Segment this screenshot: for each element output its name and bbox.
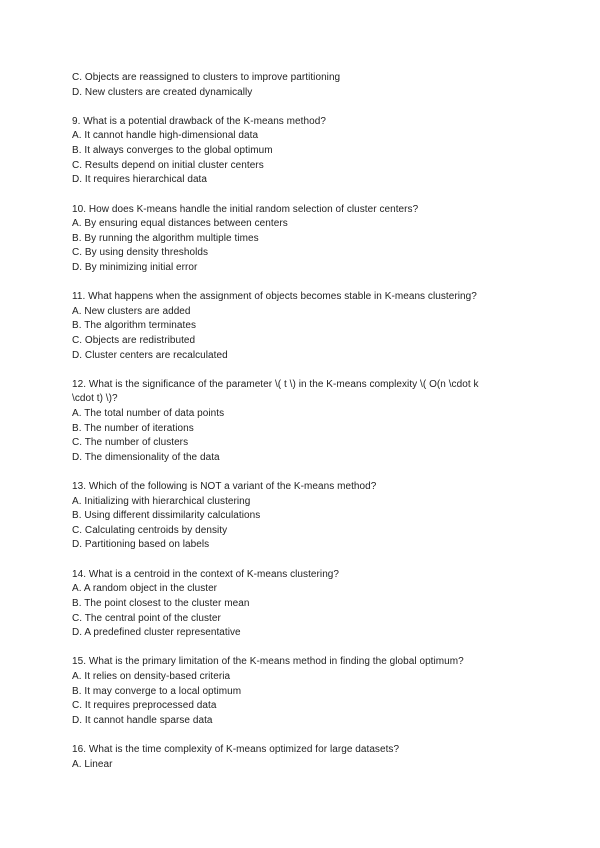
option-a: A. It relies on density-based criteria <box>72 671 231 682</box>
lead-options <box>72 71 542 100</box>
option-c: C. The central point of the cluster <box>72 612 221 624</box>
option-c: C. By using density thresholds <box>72 247 209 259</box>
option-b: B. The point closest to the cluster mean <box>72 597 250 609</box>
question-13 <box>72 480 542 553</box>
option-d: D. New clusters are created dynamically <box>72 86 253 98</box>
option-b: B. It always converges to the global optimum <box>72 145 273 157</box>
option-a: A. A random object in the cluster <box>72 583 218 595</box>
option-c: C. Objects are reassigned to clusters to improve partitioning <box>72 72 341 83</box>
option-a: A. Initializing with hierarchical clustering <box>72 495 251 507</box>
option-b: B. The algorithm terminates <box>72 320 196 332</box>
option-c: C. Objects are redistributed <box>72 334 196 346</box>
question-15 <box>72 655 542 728</box>
option-c: C. Results depend on initial cluster centers <box>72 159 264 171</box>
question-11 <box>72 290 542 363</box>
option-d: D. The dimensionality of the data <box>72 451 220 463</box>
question-14 <box>72 568 542 641</box>
question-text: 9. What is a potential drawback of the K-means method? <box>72 115 326 127</box>
option-a: A. New clusters are added <box>72 305 191 317</box>
option-c: C. Calculating centroids by density <box>72 524 228 536</box>
question-text-line-1: 12. What is the significance of the parameter \( t \) in the K-means complexity \( O(n \cdot k <box>72 378 479 390</box>
option-b: B. The number of iterations <box>72 422 194 434</box>
option-b: B. It may converge to a local optimum <box>72 685 242 697</box>
document-page <box>72 71 542 787</box>
question-text-line-2: \cdot t) \)? <box>72 393 118 405</box>
question-text: 14. What is a centroid in the context of K-means clustering? <box>72 568 340 580</box>
option-a: A. Linear <box>72 758 113 770</box>
option-b: B. Using different dissimilarity calculations <box>72 510 261 522</box>
question-9 <box>72 115 542 188</box>
question-text: 15. What is the primary limitation of the K-means method in finding the global optimum? <box>72 656 464 668</box>
option-b: B. By running the algorithm multiple times <box>72 232 259 244</box>
question-16 <box>72 743 542 772</box>
option-d: D. It requires hierarchical data <box>72 174 207 186</box>
option-a: A. By ensuring equal distances between centers <box>72 218 288 230</box>
question-10 <box>72 203 542 276</box>
option-a: A. The total number of data points <box>72 408 225 420</box>
option-c: C. The number of clusters <box>72 437 189 449</box>
question-text: 13. Which of the following is NOT a variant of the K-means method? <box>72 481 377 493</box>
option-c: C. It requires preprocessed data <box>72 700 217 712</box>
question-text: 16. What is the time complexity of K-means optimized for large datasets? <box>72 744 400 756</box>
question-text: 10. How does K-means handle the initial random selection of cluster centers? <box>72 203 419 215</box>
option-d: D. Cluster centers are recalculated <box>72 349 228 361</box>
option-d: D. Partitioning based on labels <box>72 539 210 551</box>
question-text: 11. What happens when the assignment of objects becomes stable in K-means clustering? <box>72 291 477 303</box>
option-d: D. A predefined cluster representative <box>72 627 241 639</box>
option-d: D. By minimizing initial error <box>72 261 198 273</box>
option-a: A. It cannot handle high-dimensional data <box>72 130 259 142</box>
question-12 <box>72 378 542 466</box>
option-d: D. It cannot handle sparse data <box>72 714 213 726</box>
